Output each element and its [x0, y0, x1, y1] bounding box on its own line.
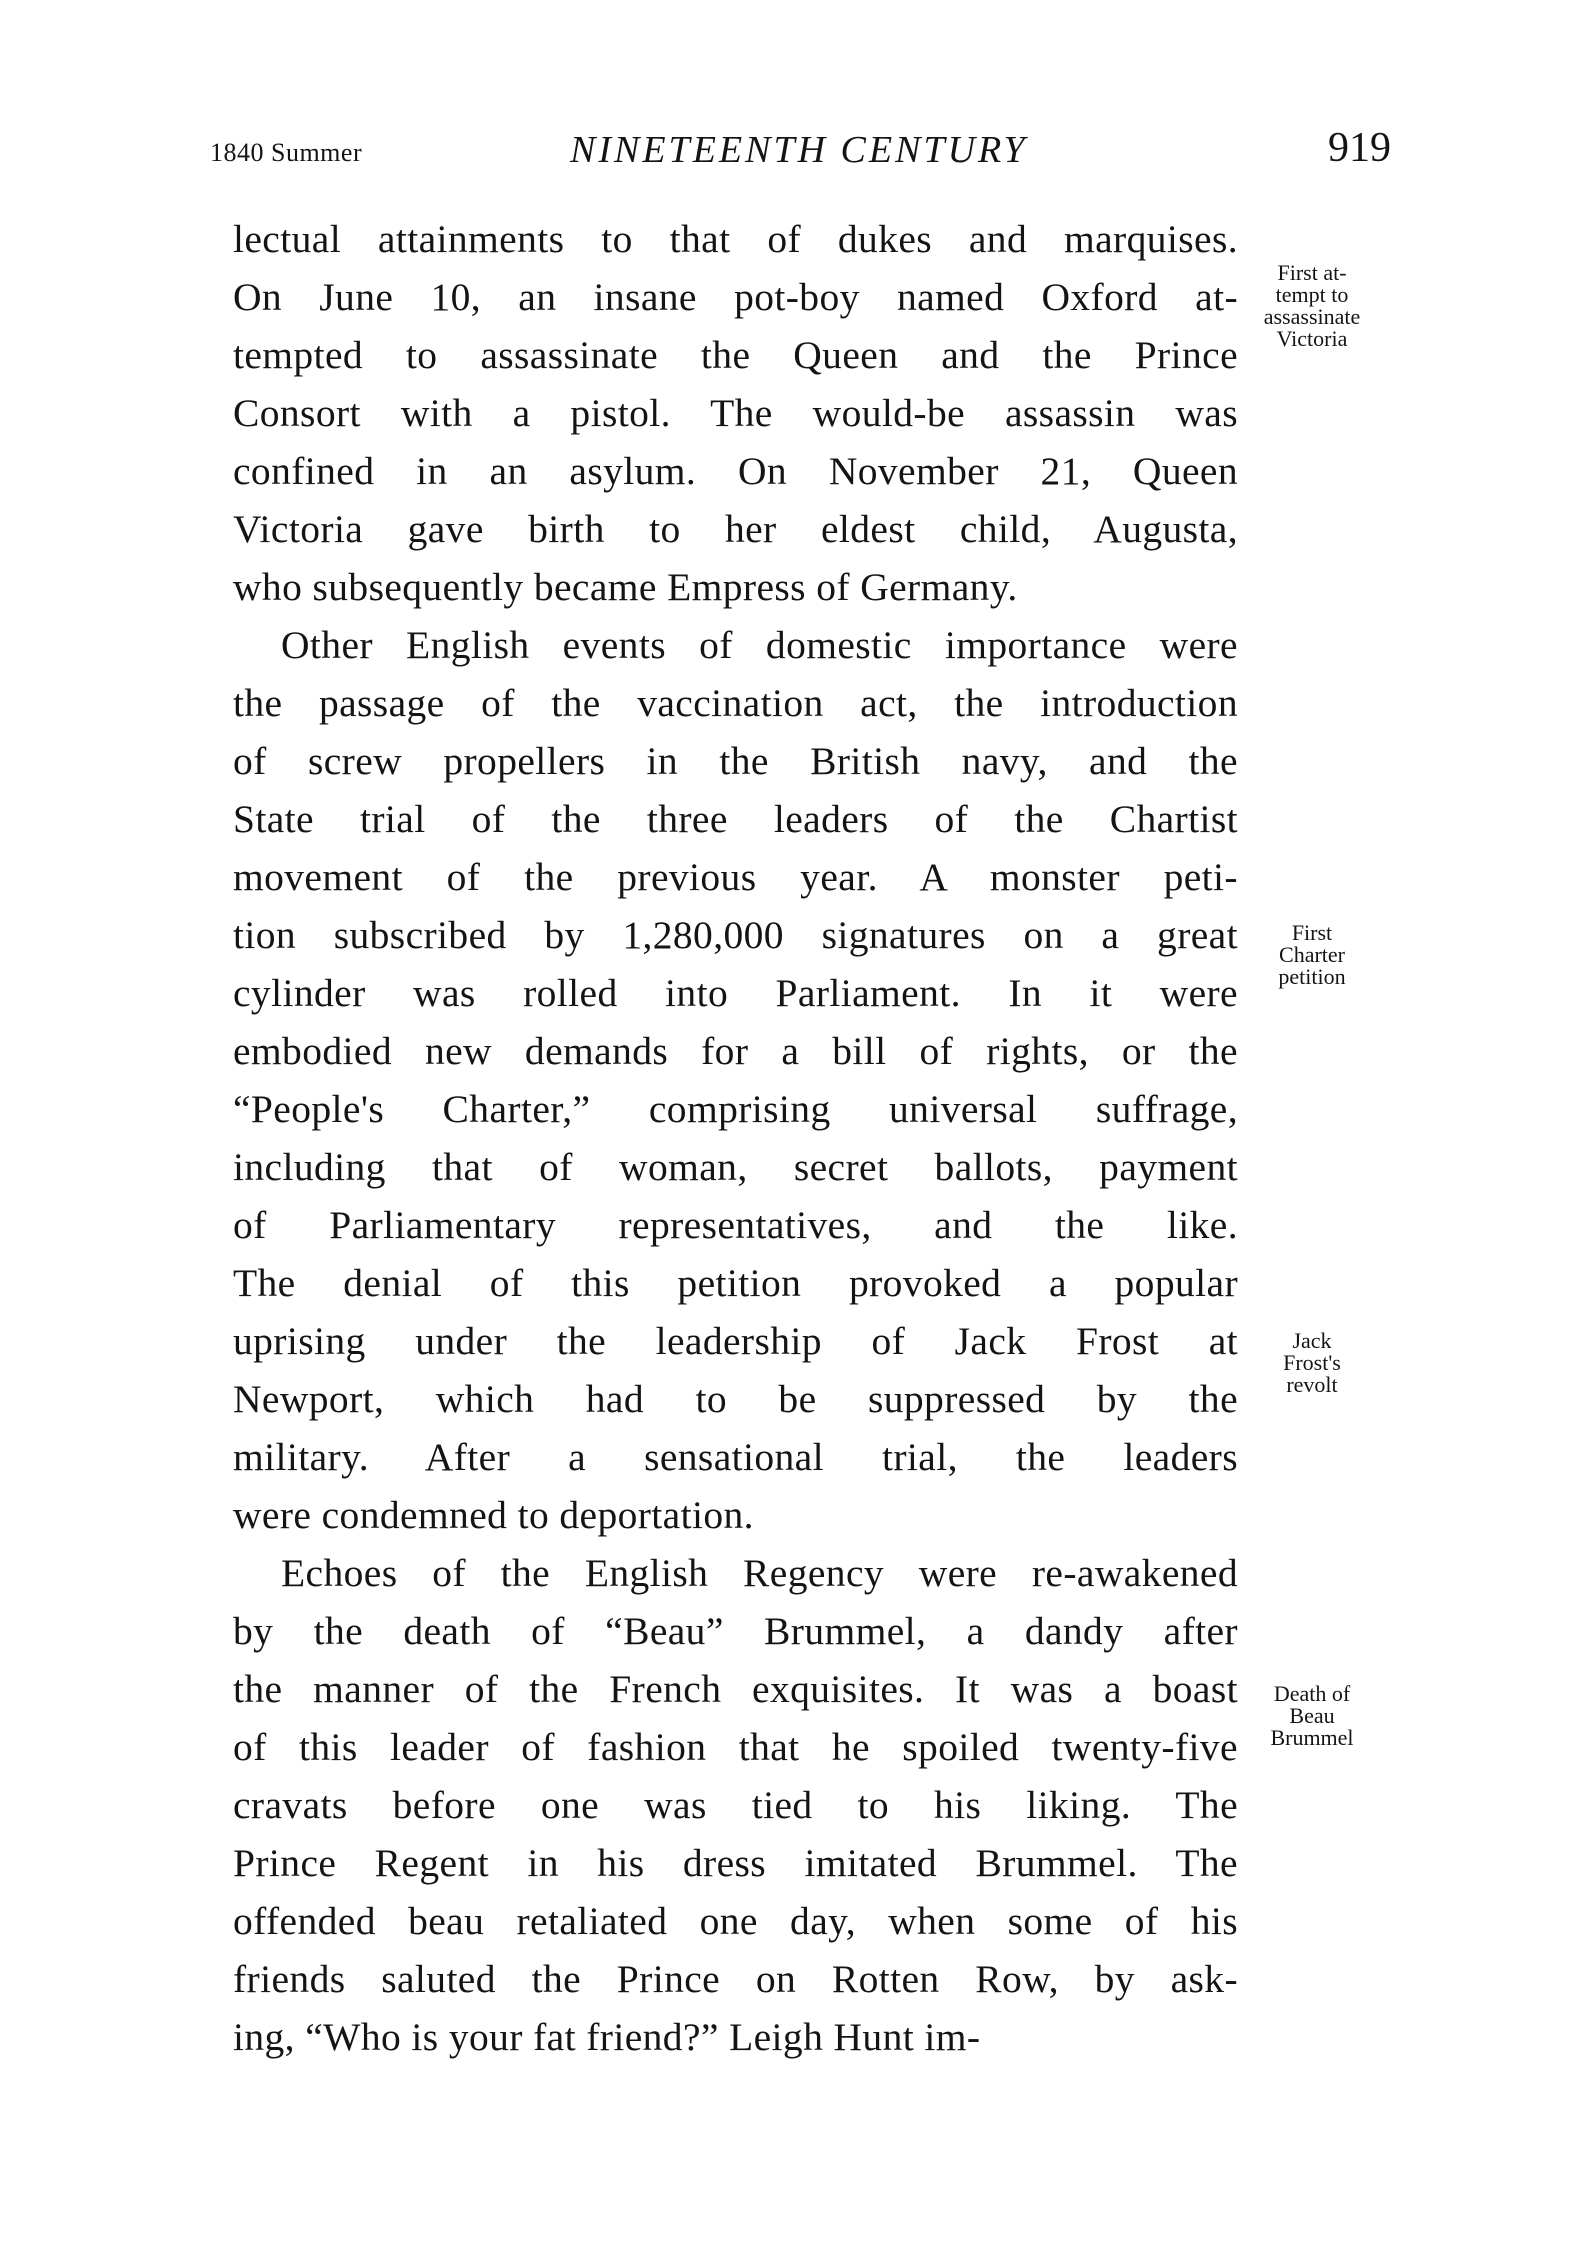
text-line: were condemned to deportation. [233, 1493, 754, 1537]
text-line: who subsequently became Empress of Germany. [233, 565, 1018, 609]
text-line: “People's Charter,” comprising universal suffrage, [233, 1087, 1238, 1131]
text-line: Victoria gave birth to her eldest child, Augusta, [233, 507, 1238, 551]
header-date: 1840 Summer [210, 138, 363, 167]
text-line: cylinder was rolled into Parliament. In it were [233, 971, 1238, 1015]
text-line: uprising under the leadership of Jack Frost at [233, 1319, 1238, 1363]
sidenote-line: First at- [1277, 260, 1347, 285]
sidenote-line: First [1291, 920, 1333, 945]
text-line: movement of the previous year. A monster peti- [233, 855, 1238, 899]
text-line: ing, “Who is your fat friend?” Leigh Hunt im- [233, 2015, 981, 2059]
sidenote-line: Beau [1289, 1703, 1335, 1728]
text-line: tempted to assassinate the Queen and the Prince [233, 333, 1238, 377]
sidenote-line: Charter [1279, 942, 1345, 967]
page-number: 919 [1328, 125, 1391, 171]
sidenote-line: Jack [1292, 1328, 1332, 1353]
sidenote-charter-petition [1247, 922, 1377, 988]
text-line: Other English events of domestic importance were [281, 623, 1238, 667]
sidenote-line: Victoria [1276, 326, 1348, 351]
text-line: Consort with a pistol. The would-be assassin was [233, 391, 1238, 435]
text-line: Newport, which had to be suppressed by the [233, 1377, 1238, 1421]
sidenote-line: Brummel [1270, 1725, 1354, 1750]
text-line: including that of woman, secret ballots, payment [233, 1145, 1238, 1189]
sidenote-line: Frost's [1283, 1350, 1341, 1375]
text-line: tion subscribed by 1,280,000 signatures on a great [233, 913, 1238, 957]
text-line: the manner of the French exquisites. It was a boast [233, 1667, 1238, 1711]
sidenote-frost-revolt [1247, 1330, 1377, 1396]
text-line: Echoes of the English Regency were re-awakened [281, 1551, 1238, 1595]
text-line: of Parliamentary representatives, and the like. [233, 1203, 1238, 1247]
running-header [200, 125, 1400, 188]
text-line: of this leader of fashion that he spoiled twenty-five [233, 1725, 1238, 1769]
sidenote-line: assassinate [1263, 304, 1361, 329]
sidenote-line: petition [1278, 964, 1346, 989]
sidenote-line: Death of [1273, 1681, 1351, 1706]
text-line: confined in an asylum. On November 21, Queen [233, 449, 1238, 493]
text-line: embodied new demands for a bill of rights, or the [233, 1029, 1238, 1073]
text-line: On June 10, an insane pot-boy named Oxford at- [233, 275, 1238, 319]
sidenote-brummel-death [1247, 1683, 1377, 1749]
sidenote-line: tempt to [1275, 282, 1349, 307]
text-line: by the death of “Beau” Brummel, a dandy after [233, 1609, 1238, 1653]
text-line: lectual attainments to that of dukes and marquises. [233, 217, 1238, 261]
text-line: friends saluted the Prince on Rotten Row, by ask- [233, 1957, 1238, 2001]
text-line: the passage of the vaccination act, the introduction [233, 681, 1238, 725]
sidenote-assassination [1247, 262, 1377, 350]
text-line: Prince Regent in his dress imitated Brummel. The [233, 1841, 1238, 1885]
text-line: offended beau retaliated one day, when some of his [233, 1899, 1238, 1943]
text-line: The denial of this petition provoked a popular [233, 1261, 1238, 1305]
text-line: of screw propellers in the British navy, and the [233, 739, 1238, 783]
text-line: State trial of the three leaders of the Chartist [233, 797, 1238, 841]
body-text [233, 210, 1238, 2066]
header-title: NINETEENTH CENTURY [570, 129, 1028, 171]
sidenote-line: revolt [1286, 1372, 1338, 1397]
text-line: military. After a sensational trial, the leaders [233, 1435, 1238, 1479]
text-line: cravats before one was tied to his liking. The [233, 1783, 1238, 1827]
